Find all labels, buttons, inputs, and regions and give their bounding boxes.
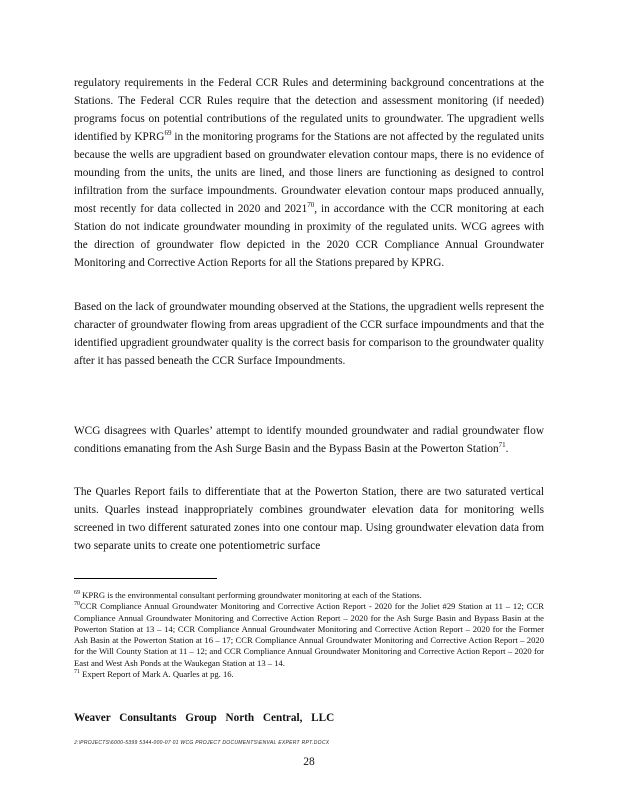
footnote-divider [74,578,217,579]
file-path: J:\PROJECTS\6000-5399 5344-000-07 01 WCG PROJECT DOCUMENTS\ENVAL EXPERT RPT.DOCX [74,740,330,746]
paragraph-text: The Quarles Report fails to differentiate that at the Powerton Station, there are two saturated vertical units. Quarles instead inappropriately combines groundwater elevation data for monitoring wells screened in two different saturated zones into one contour map. Using groundwater elevation data from two separate units to create one potentiometric surface [74,486,544,552]
footnote-mark: 69 [74,590,80,597]
paragraph-text: in the monitoring programs for the Stations are not affected by the regulated units because the wells are upgradient based on groundwater elevation contour maps, there is no evidence of mounding from the units, the units are lined, and those liners are functioning as designed to control infiltration from the surface impoundments. Groundwater elevation contour maps produced annually, most recently for data collected in 2020 and 2021 [74,131,544,215]
paragraph-text: Based on the lack of groundwater mounding observed at the Stations, the upgradient wells represent the character of groundwater flowing from areas upgradient of the CCR surface impoundments and that the identified upgradient groundwater quality is the correct basis for comparison to the groundwater quality after it has passed beneath the CCR Surface Impoundments. [74,301,544,367]
footnote-ref-71: 71 [498,441,506,450]
footnote [74,601,544,669]
paragraph-disagreement [74,422,544,458]
footnote-ref-69: 69 [164,129,172,138]
footnote [74,669,544,680]
paragraph-quarles-report [74,483,544,555]
paragraph-mounding-conclusion [74,298,544,370]
footnotes [74,590,544,680]
paragraph-text: regulatory requirements in the Federal CCR Rules and determining background concentrations at the Stations. The Federal CCR Rules require that the detection and assessment monitoring (if needed) programs focus on potential contributions of the regulated units to groundwater. The upgradient wells identified by KPRG [74,77,544,143]
page-number: 28 [303,756,315,768]
footnote [74,590,544,601]
section-heading [74,398,138,409]
paragraph-text: , in accordance with the CCR monitoring at each Station do not indicate groundwater mounding in proximity of the regulated units. WCG agrees with the direction of groundwater flow depicted in the 2020 CCR Compliance Annual Groundwater Monitoring and Corrective Action Reports for all the Stations prepared by KPRG. [74,203,544,269]
company-name: Weaver Consultants Group North Central, LLC [74,712,335,724]
footnote-ref-70: 70 [307,201,315,210]
paragraph-text: . [505,443,509,455]
footnote-text: Expert Report of Mark A. Quarles at pg. 16. [80,669,234,680]
paragraph-text: WCG disagrees with Quarles’ attempt to identify mounded groundwater and radial groundwater flow conditions emanating from the Ash Surge Basin and the Bypass Basin at the Powerton Station [74,425,544,455]
footnote-mark: 70 [74,601,80,608]
paragraph-upgradient-wells [74,74,544,272]
footnote-mark: 71 [74,669,80,676]
footnote-text: CCR Compliance Annual Groundwater Monitoring and Corrective Action Report - 2020 for the Joliet #29 Station at 11 – 12; CCR Compliance Annual Groundwater Monitoring and Corrective Action Report – 2020 for the Ash Surge Basin and Bypass Basin at the Powerton Station at 13 – 14; CCR Compliance Annual Groundwater Monitoring and Corrective Action Report – 2020 for the Former Ash Basin at the Powerton Station at 16 – 17; CCR Compliance Annual Groundwater Monitoring and Corrective Action Report – 2020 for the Will County Station at 11 – 12; and CCR Compliance Annual Groundwater Monitoring and Corrective Action Report – 2020 for East and West Ash Ponds at the Waukegan Station at 13 – 14. [74,601,544,668]
footnote-text: KPRG is the environmental consultant performing groundwater monitoring at each of the Stations. [80,590,422,600]
